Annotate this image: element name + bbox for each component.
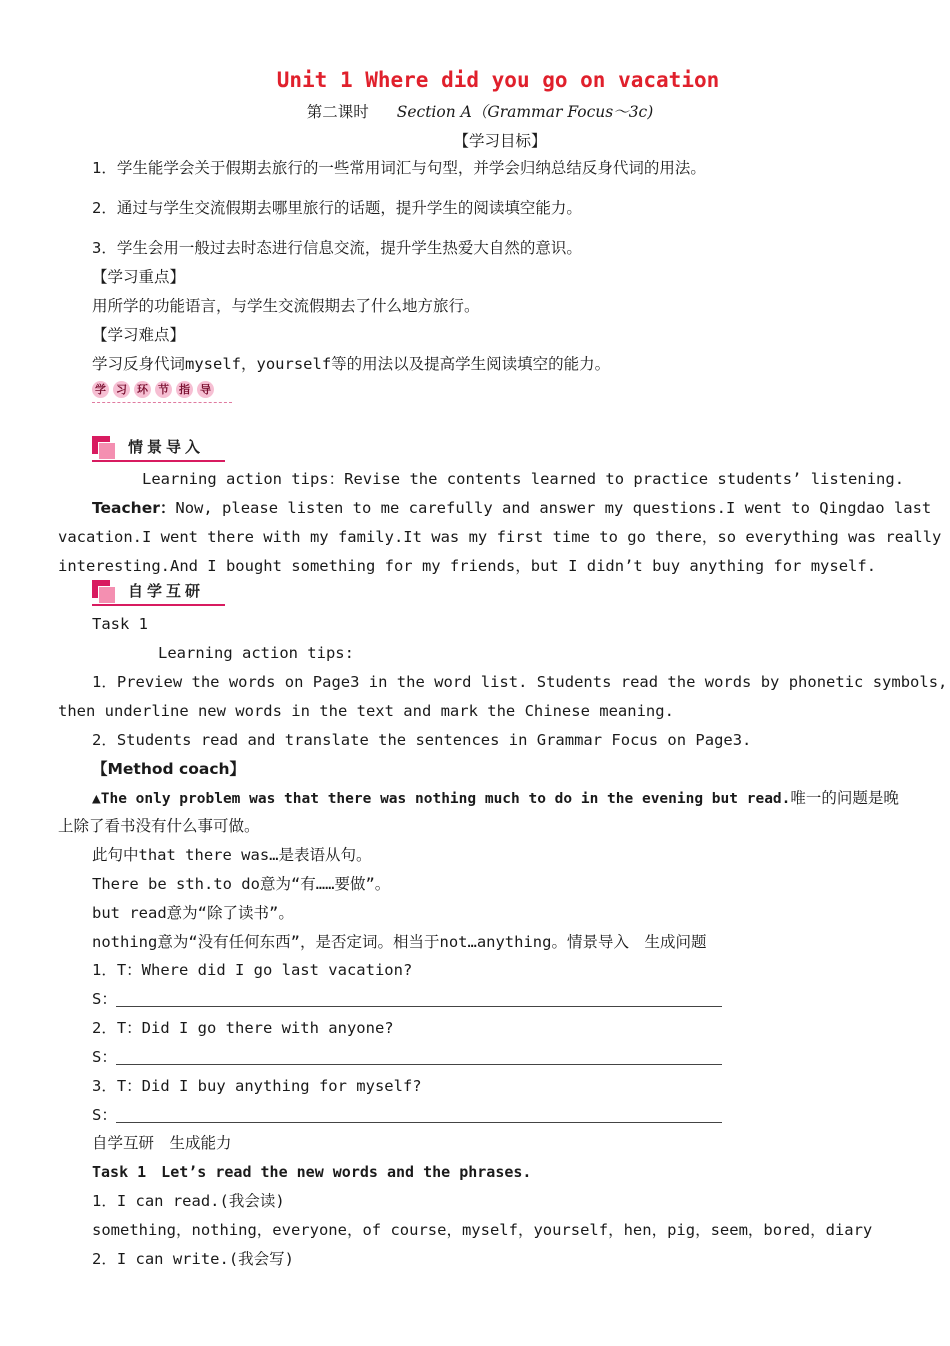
answer-blank[interactable] (116, 1006, 722, 1007)
task-item: 2．Students read and translate the sentences in Grammar Focus on Page3. (92, 731, 752, 749)
answer-blank[interactable] (116, 1064, 722, 1065)
coach-note: 此句中that there was…是表语从句。 (92, 846, 372, 864)
answer-label: S： (92, 1048, 117, 1066)
objective-item: 3．学生会用一般过去时态进行信息交流，提升学生热爱大自然的意识。 (92, 239, 582, 257)
coach-sentence-en: ▲The only problem was that there was nothing much to do in the evening but read. (92, 791, 791, 807)
key-points-text: 用所学的功能语言，与学生交流假期去了什么地方旅行。 (92, 297, 480, 315)
coach-sentence-cn: 上除了看书没有什么事可做。 (58, 817, 260, 835)
section-underline (92, 460, 225, 462)
difficulties-heading: 【学习难点】 (92, 326, 186, 344)
lesson-subtitle (0, 100, 950, 122)
teacher-text: Now, please listen to me carefully and answer my questions.I went to Qingdao last (175, 499, 932, 517)
answer-label: S： (92, 990, 117, 1008)
objective-item: 2．通过与学生交流假期去哪里旅行的话题，提升学生的阅读填空能力。 (92, 199, 582, 217)
page-title: Unit 1 Where did you go on vacation (276, 68, 720, 92)
coach-note: but read意为“除了读书”。 (92, 904, 294, 922)
banner-char: 导 (197, 381, 214, 398)
answer-blank[interactable] (116, 1122, 722, 1123)
teacher-text: vacation.I went there with my family.It was my first time to go there，so everything was really (58, 528, 942, 546)
question-text: 1．T：Where did I go last vacation? (92, 961, 413, 979)
task-title: Task 1 Let’s read the new words and the phrases. (92, 1163, 532, 1181)
word-list: something，nothing，everyone，of course，myself，yourself，hen，pig，seem，bored，diary (92, 1221, 873, 1239)
banner-char: 节 (155, 381, 172, 398)
coach-sentence (92, 788, 899, 809)
ability-heading: 自学互研 生成能力 (92, 1134, 232, 1152)
action-tips: Learning action tips: (158, 644, 354, 662)
coach-sentence-cn: 唯一的问题是晚 (790, 789, 899, 807)
question-text: 2．T：Did I go there with anyone? (92, 1019, 394, 1037)
section-square-icon (98, 586, 116, 604)
coach-note: There be sth.to do意为“有……要做”。 (92, 875, 391, 893)
action-tips: Learning action tips：Revise the contents learned to practice students’ listening. (142, 470, 905, 488)
guide-banner (92, 378, 237, 406)
banner-char: 习 (113, 381, 130, 398)
method-coach-heading: 【Method coach】 (92, 760, 246, 778)
objective-item: 1．学生能学会关于假期去旅行的一些常用词汇与句型，并学会归纳总结反身代词的用法。 (92, 159, 706, 177)
can-write-label: 2．I can write.(我会写) (92, 1250, 294, 1268)
objectives-heading: 【学习目标】 (453, 132, 547, 150)
section-header-self-study (92, 578, 227, 606)
task-item: 1．Preview the words on Page3 in the word list. Students read the words by phonetic symbols, (92, 673, 948, 691)
key-points-heading: 【学习重点】 (92, 268, 186, 286)
teacher-para (92, 498, 931, 518)
task-label: Task 1 (92, 615, 148, 633)
section-header-intro (92, 434, 227, 462)
banner-char: 学 (92, 381, 109, 398)
task-item: then underline new words in the text and mark the Chinese meaning. (58, 702, 674, 720)
banner-char: 指 (176, 381, 193, 398)
answer-label: S： (92, 1106, 117, 1124)
section-label: 自学互研 (128, 582, 205, 600)
teacher-label: Teacher： (92, 499, 176, 517)
section-label: Section A（Grammar Focus～3c) (396, 103, 654, 121)
lesson-number: 第二课时 (306, 103, 369, 121)
banner-char: 环 (134, 381, 151, 398)
question-text: 3．T：Did I buy anything for myself? (92, 1077, 422, 1095)
coach-note: nothing意为“没有任何东西”，是否定词。相当于not…anything。情景导入 生成问题 (92, 933, 707, 951)
banner-dashed-rule (92, 402, 232, 403)
section-label: 情景导入 (128, 438, 205, 456)
can-read-label: 1．I can read.(我会读) (92, 1192, 285, 1210)
section-square-icon (98, 442, 116, 460)
teacher-text: interesting.And I bought something for my friends，but I didn’t buy anything for myself. (58, 557, 877, 575)
difficulties-text: 学习反身代词myself，yourself等的用法以及提高学生阅读填空的能力。 (92, 355, 611, 373)
section-underline (92, 604, 225, 606)
